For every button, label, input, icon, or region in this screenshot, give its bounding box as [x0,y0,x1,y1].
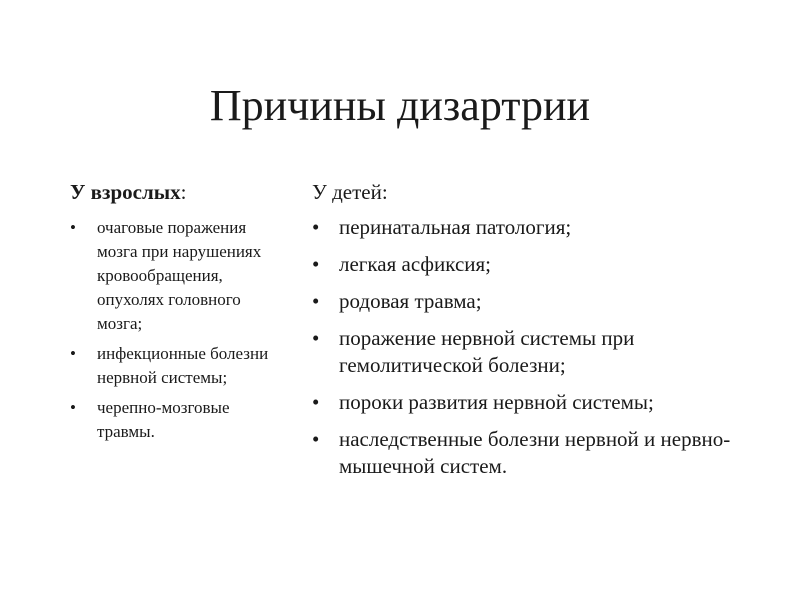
children-heading-colon: : [381,180,388,204]
bullet-icon: • [312,215,320,239]
list-item [70,396,285,444]
list-item-text: поражение нервной системы при гемолитической болезни; [339,326,635,377]
list-item [312,251,732,278]
list-item [312,426,732,480]
bullet-icon: • [70,218,76,237]
list-item-text: родовая травма; [339,289,482,313]
adults-heading-label: У взрослых [70,180,181,204]
bullet-icon: • [312,427,320,451]
bullet-icon: • [312,390,320,414]
children-causes-list [312,214,732,480]
children-heading-label: У детей [312,180,382,204]
slide-title: Причины дизартрии [209,81,591,130]
list-item-text: инфекционные болезни нервной системы; [97,344,269,387]
list-item [70,216,285,336]
bullet-icon: • [312,252,320,276]
list-item [312,389,732,416]
bullet-icon: • [70,398,76,417]
list-item [70,342,285,390]
children-column [312,178,732,490]
children-heading [312,178,732,206]
bullet-icon: • [70,344,76,363]
list-item-text: перинатальная патология; [339,215,572,239]
list-item [312,325,732,379]
bullet-icon: • [312,326,320,350]
list-item [312,288,732,315]
list-item-text: черепно-мозговые травмы. [97,398,230,441]
adults-heading [70,178,285,206]
bullet-icon: • [312,289,320,313]
list-item-text: пороки развития нервной системы; [339,390,654,414]
list-item [312,214,732,241]
list-item-text: очаговые поражения мозга при нарушениях кровообращения, опухолях головного мозга; [97,218,262,333]
list-item-text: легкая асфиксия; [339,252,492,276]
adults-heading-colon: : [180,180,187,204]
adults-causes-list [70,216,285,444]
adults-column [70,178,285,450]
list-item-text: наследственные болезни нервной и нервно-мышечной систем. [339,427,731,478]
